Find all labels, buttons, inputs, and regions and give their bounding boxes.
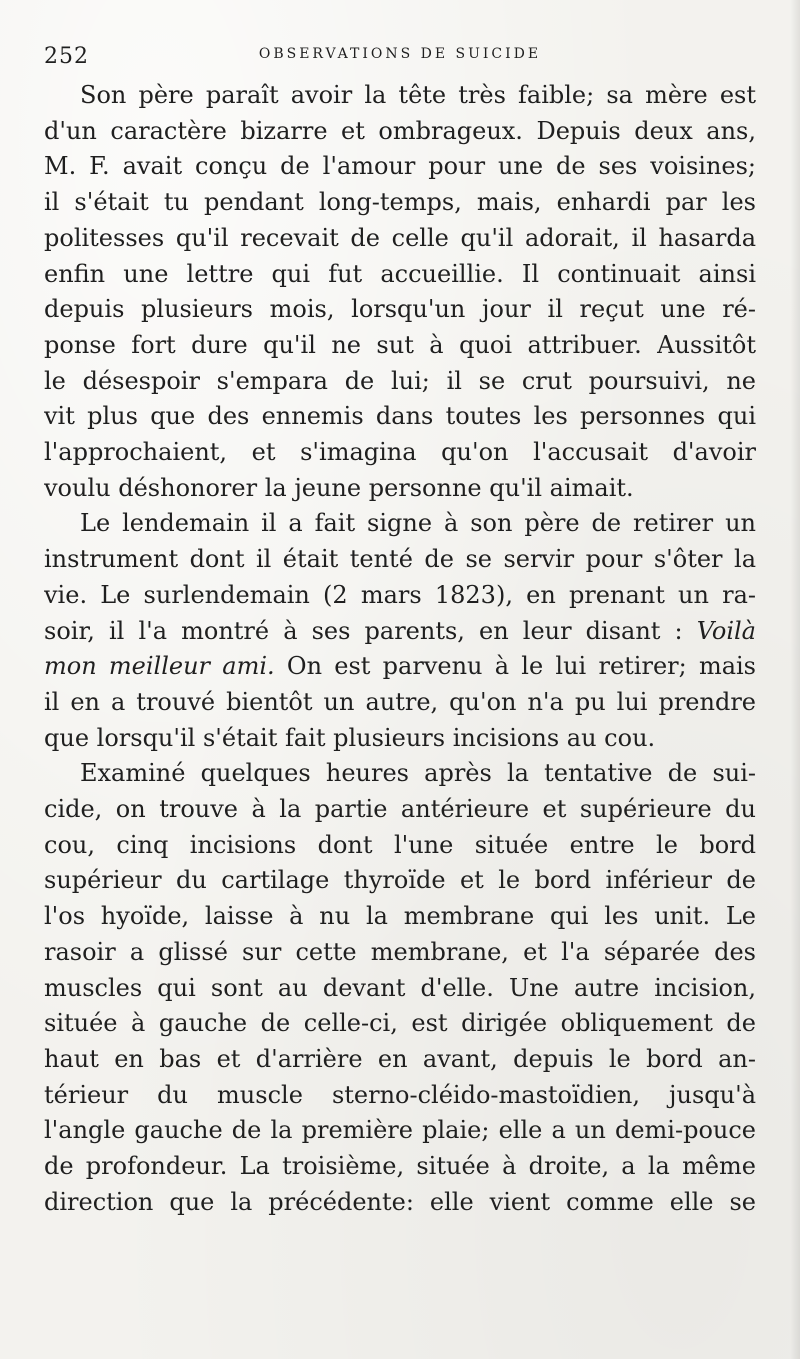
text-run: On est parvenu à le lui retirer; mais (274, 652, 756, 681)
page-number: 252 (44, 44, 89, 69)
paragraph-3 (44, 756, 756, 1220)
text-line: voulu déshonorer la jeune personne qu'il aimait. (44, 473, 634, 502)
paragraph-1 (44, 78, 756, 506)
text-line: Son père paraît avoir la tête très faible; sa mère est (80, 81, 756, 109)
text-line: Examiné quelques heures après la tentative de sui- (80, 759, 756, 788)
text-line: depuis plusieurs mois, lorsqu'un jour il reçut une ré- (44, 295, 756, 324)
text-line: vie. Le surlendemain (2 mars 1823), en prenant un ra- (44, 580, 756, 609)
text-line: enfin une lettre qui fut accueillie. Il continuait ainsi (44, 259, 756, 288)
running-head: OBSERVATIONS DE SUICIDE (258, 46, 542, 62)
text-line: l'os hyoïde, laisse à nu la membrane qui les unit. Le (44, 902, 756, 931)
text-line: haut en bas et d'arrière en avant, depuis le bord an- (44, 1044, 756, 1073)
text-line: cou, cinq incisions dont l'une située entre le bord (44, 830, 756, 859)
text-line: M. F. avait conçu de l'amour pour une de ses voisines; (44, 152, 756, 181)
text-line (44, 649, 756, 685)
text-line: ponse fort dure qu'il ne sut à quoi attribuer. Aussitôt (44, 330, 756, 359)
text-line: l'angle gauche de la première plaie; elle a un demi-pouce (44, 1116, 756, 1145)
page-edge-shadow (790, 0, 800, 1359)
italic-quote-start: Voilà (696, 616, 756, 645)
text-line: vit plus que des ennemis dans toutes les personnes qui (44, 402, 756, 431)
text-line (44, 614, 756, 650)
text-line: de profondeur. La troisième, située à droite, a la même (44, 1152, 756, 1181)
body-text (44, 78, 756, 1221)
text-line: le désespoir s'empara de lui; il se crut poursuivi, ne (44, 366, 756, 395)
italic-quote-end: mon meilleur ami. (44, 652, 275, 681)
text-line: que lorsqu'il s'était fait plusieurs incisions au cou. (44, 723, 656, 752)
text-line: supérieur du cartilage thyroïde et le bord inférieur de (44, 866, 756, 895)
text-line: direction que la précédente: elle vient comme elle se (44, 1187, 756, 1216)
text-line: politesses qu'il recevait de celle qu'il adorait, il hasarda (44, 223, 756, 252)
text-line: il s'était tu pendant long-temps, mais, enhardi par les (44, 188, 756, 217)
page-header (44, 34, 756, 72)
text-line: instrument dont il était tenté de se servir pour s'ôter la (44, 545, 756, 574)
text-line: muscles qui sont au devant d'elle. Une autre incision, (44, 973, 756, 1002)
text-line: d'un caractère bizarre et ombrageux. Depuis deux ans, (44, 116, 756, 145)
text-line: térieur du muscle sterno-cléido-mastoïdien, jusqu'à (44, 1080, 756, 1109)
text-line: il en a trouvé bientôt un autre, qu'on n'a pu lui prendre (44, 687, 756, 716)
text-line: rasoir a glissé sur cette membrane, et l'a séparée des (44, 937, 756, 966)
text-line: l'approchaient, et s'imagina qu'on l'accusait d'avoir (44, 438, 756, 467)
text-line: cide, on trouve à la partie antérieure et supérieure du (44, 795, 756, 824)
paragraph-2 (44, 506, 756, 756)
text-run: soir, il l'a montré à ses parents, en leur disant : (44, 616, 683, 645)
text-line: située à gauche de celle-ci, est dirigée obliquement de (44, 1009, 756, 1038)
text-line: Le lendemain il a fait signe à son père de retirer un (80, 509, 756, 538)
